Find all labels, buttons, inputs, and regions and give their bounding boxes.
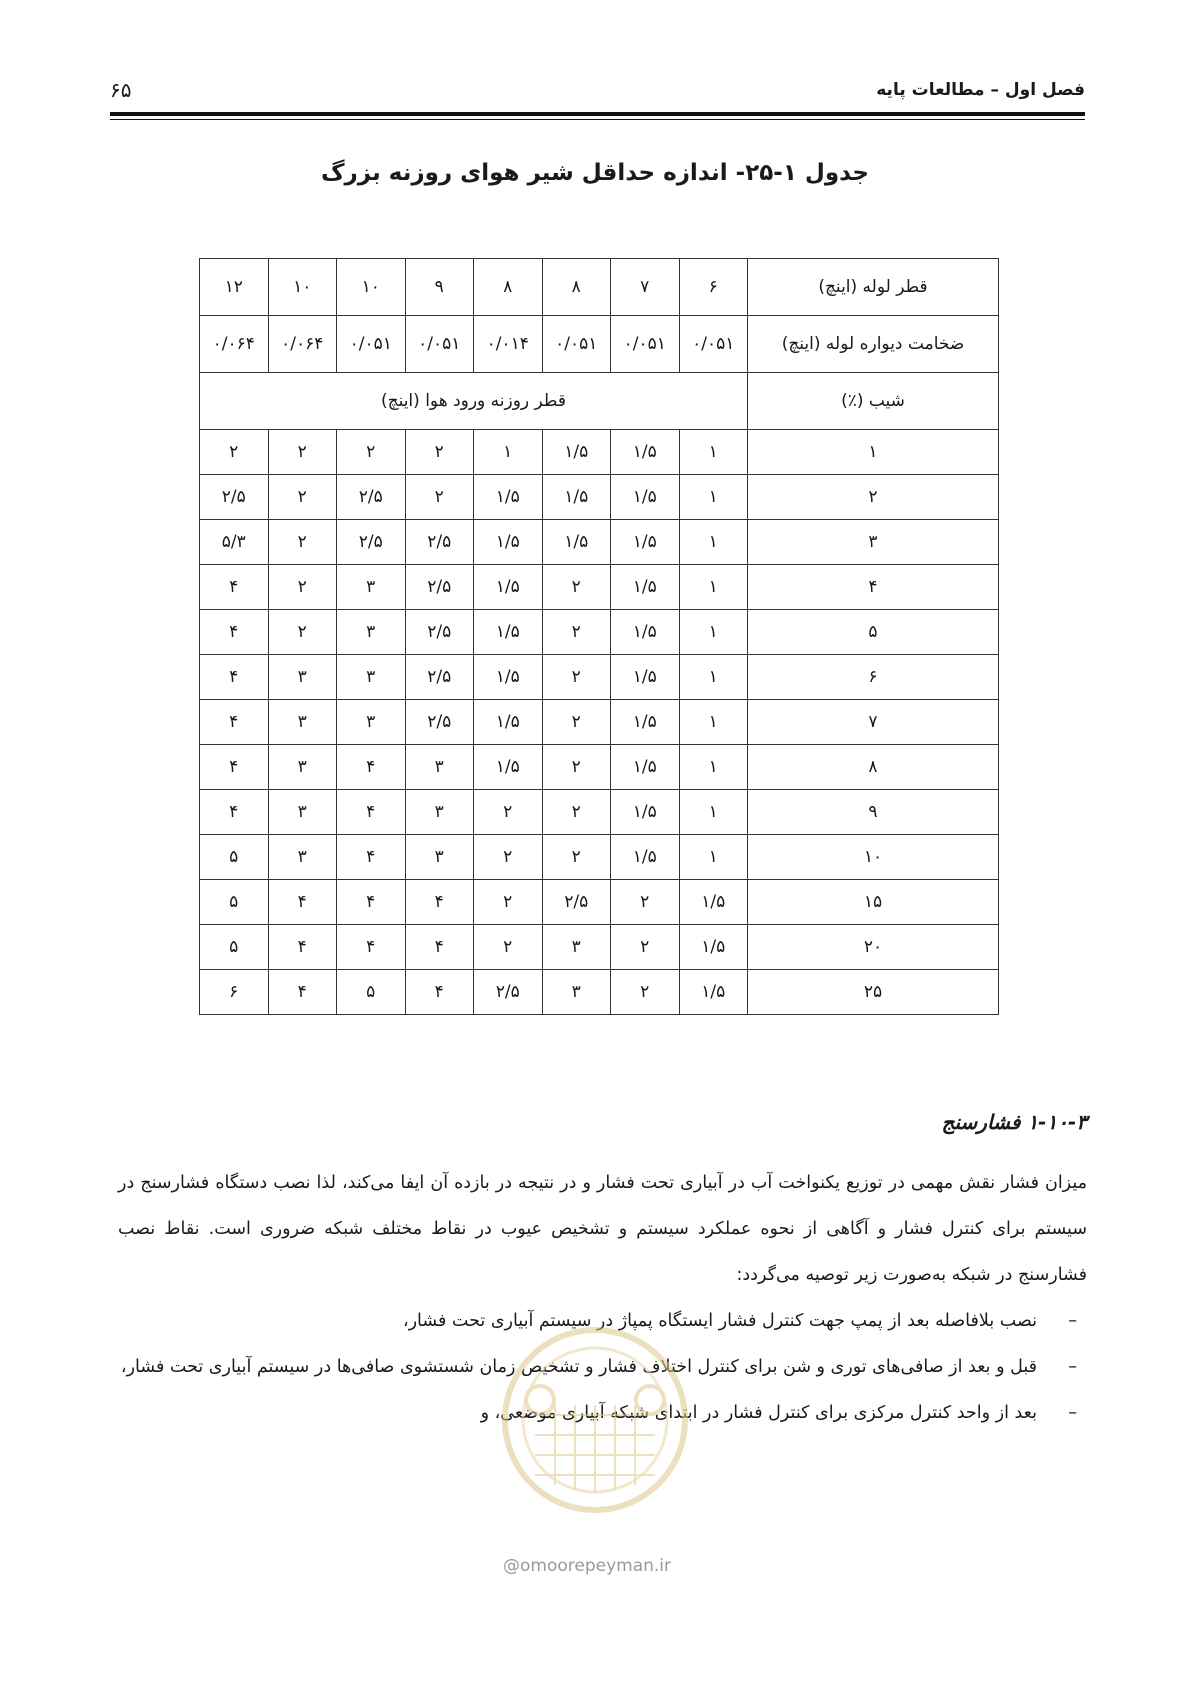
- pipe-diameter-cell: ۱۰: [337, 259, 406, 316]
- table-row: [200, 430, 999, 475]
- pipe-diameter-cell: ۶: [679, 259, 748, 316]
- inlet-diameter-cell: ۲: [268, 610, 337, 655]
- inlet-diameter-cell: ۱/۵: [542, 520, 611, 565]
- inlet-diameter-cell: ۱/۵: [611, 700, 680, 745]
- inlet-diameter-cell: ۴: [337, 790, 406, 835]
- inlet-diameter-cell: ۴: [268, 880, 337, 925]
- inlet-diameter-cell: ۱/۵: [679, 925, 748, 970]
- inlet-diameter-cell: ۲: [268, 520, 337, 565]
- section-paragraph: میزان فشار نقش مهمی در توزیع یکنواخت آب در آبیاری تحت فشار و در نتیجه در بازده آن ایفا می‌کند، لذا نصب دستگاه فشارسنج در سیستم برای کنترل فشار و آگاهی از نحوه عملکرد سیستم و تشخیص عیوب در نقاط مختلف شبکه ضروری است. نقاط نصب فشارسنج در شبکه به‌صورت زیر توصیه می‌گردد:: [118, 1173, 1087, 1285]
- inlet-diameter-cell: ۱: [474, 430, 543, 475]
- inlet-diameter-cell: ۱/۵: [474, 610, 543, 655]
- inlet-diameter-cell: ۵: [200, 835, 269, 880]
- inlet-diameter-cell: ۴: [200, 565, 269, 610]
- page-number: ۶۵: [110, 78, 132, 102]
- wall-thickness-cell: ۰/۰۵۱: [611, 316, 680, 373]
- inlet-diameter-cell: ۴: [337, 835, 406, 880]
- inlet-diameter-cell: ۱/۵: [474, 520, 543, 565]
- inlet-diameter-cell: ۱/۵: [542, 475, 611, 520]
- inlet-diameter-cell: ۲: [268, 430, 337, 475]
- table-title: جدول ۱-۲۵- اندازه حداقل شیر هوای روزنه بزرگ: [321, 160, 869, 186]
- inlet-diameter-cell: ۱/۵: [474, 745, 543, 790]
- slope-cell: ۲۰: [748, 925, 999, 970]
- table-row: [200, 835, 999, 880]
- inlet-diameter-cell: ۱: [679, 700, 748, 745]
- inlet-diameter-cell: ۲/۵: [337, 520, 406, 565]
- inlet-diameter-cell: ۲/۵: [405, 520, 474, 565]
- inlet-diameter-cell: ۱/۵: [611, 520, 680, 565]
- table-row: [200, 520, 999, 565]
- wall-thickness-label: ضخامت دیواره لوله (اینچ): [748, 316, 999, 373]
- inlet-diameter-cell: ۲: [542, 790, 611, 835]
- slope-cell: ۲: [748, 475, 999, 520]
- watermark-logo: [495, 1305, 695, 1575]
- inlet-diameter-cell: ۴: [268, 970, 337, 1015]
- page-header: [110, 74, 1085, 114]
- inlet-diameter-cell: ۲: [405, 430, 474, 475]
- inlet-diameter-cell: ۱: [679, 565, 748, 610]
- chapter-title: فصل اول – مطالعات پایه: [876, 80, 1085, 100]
- inlet-diameter-cell: ۴: [200, 745, 269, 790]
- inlet-diameter-cell: ۳: [268, 790, 337, 835]
- inlet-diameter-cell: ۳: [337, 700, 406, 745]
- table-row: [200, 373, 999, 430]
- bullet-text: بعد از واحد کنترل مرکزی برای کنترل فشار در ابتدای شبکه آبیاری موضعی، و: [480, 1403, 1037, 1423]
- inlet-diameter-cell: ۲: [474, 880, 543, 925]
- wall-thickness-cell: ۰/۰۶۴: [268, 316, 337, 373]
- inlet-diameter-cell: ۴: [337, 925, 406, 970]
- wall-thickness-cell: ۰/۰۵۱: [679, 316, 748, 373]
- inlet-diameter-cell: ۳: [268, 835, 337, 880]
- slope-cell: ۱۰: [748, 835, 999, 880]
- inlet-diameter-cell: ۲: [200, 430, 269, 475]
- inlet-diameter-cell: ۳: [542, 925, 611, 970]
- inlet-diameter-cell: ۳: [268, 745, 337, 790]
- table-row: [200, 700, 999, 745]
- header-rule: [110, 112, 1085, 116]
- pipe-diameter-cell: ۷: [611, 259, 680, 316]
- pipe-diameter-cell: ۱۰: [268, 259, 337, 316]
- slope-label: شیب (٪): [748, 373, 999, 430]
- inlet-diameter-cell: ۳: [268, 700, 337, 745]
- inlet-diameter-cell: ۲: [405, 475, 474, 520]
- inlet-diameter-cell: ۱/۵: [679, 970, 748, 1015]
- inlet-diameter-cell: ۱/۵: [611, 565, 680, 610]
- pipe-diameter-cell: ۹: [405, 259, 474, 316]
- pipe-diameter-cell: ۸: [474, 259, 543, 316]
- inlet-diameter-cell: ۲: [474, 790, 543, 835]
- inlet-diameter-cell: ۴: [405, 925, 474, 970]
- inlet-diameter-cell: ۳: [405, 745, 474, 790]
- inlet-diameter-cell: ۲: [611, 970, 680, 1015]
- inlet-diameter-cell: ۲: [542, 655, 611, 700]
- inlet-diameter-cell: ۱/۵: [474, 475, 543, 520]
- bullet-dash: –: [1068, 1357, 1077, 1377]
- slope-cell: ۷: [748, 700, 999, 745]
- inlet-diameter-cell: ۲/۵: [337, 475, 406, 520]
- inlet-diameter-cell: ۴: [405, 880, 474, 925]
- inlet-diameter-cell: ۳: [337, 610, 406, 655]
- inlet-diameter-cell: ۳: [337, 655, 406, 700]
- inlet-diameter-cell: ۱/۵: [611, 655, 680, 700]
- inlet-diameter-cell: ۲: [611, 925, 680, 970]
- inlet-diameter-cell: ۲: [542, 745, 611, 790]
- inlet-diameter-cell: ۱/۵: [611, 610, 680, 655]
- inlet-diameter-cell: ۱/۵: [611, 745, 680, 790]
- inlet-diameter-cell: ۳: [405, 790, 474, 835]
- table-row: [200, 745, 999, 790]
- inlet-diameter-cell: ۱/۵: [611, 430, 680, 475]
- inlet-diameter-cell: ۴: [200, 790, 269, 835]
- inlet-diameter-cell: ۲: [542, 700, 611, 745]
- table-row: [200, 565, 999, 610]
- inlet-diameter-cell: ۱/۵: [542, 430, 611, 475]
- table-row: [200, 970, 999, 1015]
- slope-cell: ۵: [748, 610, 999, 655]
- section-heading: ۱-۱۰-۳ فشارسنج: [941, 1110, 1087, 1134]
- inlet-diameter-cell: ۱/۵: [679, 880, 748, 925]
- inlet-diameter-cell: ۱/۵: [474, 700, 543, 745]
- header-rule-thin: [110, 119, 1085, 120]
- inlet-diameter-cell: ۲: [474, 835, 543, 880]
- inlet-diameter-cell: ۱: [679, 835, 748, 880]
- pipe-diameter-cell: ۸: [542, 259, 611, 316]
- inlet-diameter-cell: ۶: [200, 970, 269, 1015]
- inlet-diameter-cell: ۱: [679, 430, 748, 475]
- air-valve-table: [199, 258, 999, 1015]
- inlet-diameter-cell: ۳: [542, 970, 611, 1015]
- table-row: [200, 475, 999, 520]
- inlet-diameter-cell: ۴: [337, 745, 406, 790]
- wall-thickness-cell: ۰/۰۵۱: [542, 316, 611, 373]
- inlet-diameter-cell: ۲: [474, 925, 543, 970]
- table-row: [200, 790, 999, 835]
- bullet-dash: –: [1068, 1403, 1077, 1423]
- slope-cell: ۶: [748, 655, 999, 700]
- inlet-diameter-cell: ۲/۵: [405, 655, 474, 700]
- inlet-diameter-cell: ۵/۳: [200, 520, 269, 565]
- inlet-diameter-cell: ۱: [679, 790, 748, 835]
- inlet-diameter-cell: ۲/۵: [200, 475, 269, 520]
- inlet-diameter-cell: ۴: [200, 610, 269, 655]
- table-row: [200, 880, 999, 925]
- wall-thickness-cell: ۰/۰۵۱: [405, 316, 474, 373]
- inlet-diameter-cell: ۲: [542, 565, 611, 610]
- inlet-diameter-cell: ۴: [337, 880, 406, 925]
- inlet-diameter-cell: ۴: [200, 655, 269, 700]
- inlet-diameter-cell: ۱/۵: [474, 565, 543, 610]
- inlet-diameter-cell: ۱/۵: [474, 655, 543, 700]
- slope-cell: ۱: [748, 430, 999, 475]
- inlet-diameter-cell: ۱: [679, 745, 748, 790]
- inlet-diameter-cell: ۲: [268, 565, 337, 610]
- inlet-diameter-cell: ۲: [542, 610, 611, 655]
- table-row: [200, 259, 999, 316]
- inlet-diameter-cell: ۱/۵: [611, 835, 680, 880]
- slope-cell: ۹: [748, 790, 999, 835]
- inlet-diameter-cell: ۴: [200, 700, 269, 745]
- slope-cell: ۳: [748, 520, 999, 565]
- inlet-diameter-cell: ۱: [679, 520, 748, 565]
- inlet-diameter-cell: ۱: [679, 655, 748, 700]
- slope-cell: ۲۵: [748, 970, 999, 1015]
- pipe-diameter-label: قطر لوله (اینچ): [748, 259, 999, 316]
- inlet-diameter-cell: ۴: [268, 925, 337, 970]
- slope-cell: ۸: [748, 745, 999, 790]
- inlet-diameter-cell: ۲/۵: [405, 700, 474, 745]
- inlet-diameter-label: قطر روزنه ورود هوا (اینچ): [200, 373, 748, 430]
- bullet-dash: –: [1068, 1311, 1077, 1331]
- inlet-diameter-cell: ۱: [679, 610, 748, 655]
- inlet-diameter-cell: ۳: [337, 565, 406, 610]
- slope-cell: ۱۵: [748, 880, 999, 925]
- pipe-diameter-cell: ۱۲: [200, 259, 269, 316]
- table-row: [200, 316, 999, 373]
- inlet-diameter-cell: ۲: [268, 475, 337, 520]
- inlet-diameter-cell: ۲: [611, 880, 680, 925]
- bullet-text: قبل و بعد از صافی‌های توری و شن برای کنترل اختلاف فشار و تشخیص زمان شستشوی صافی‌ها در سیستم آبیاری تحت فشار،: [120, 1357, 1037, 1377]
- inlet-diameter-cell: ۲/۵: [542, 880, 611, 925]
- wall-thickness-cell: ۰/۰۶۴: [200, 316, 269, 373]
- inlet-diameter-cell: ۲/۵: [405, 610, 474, 655]
- inlet-diameter-cell: ۵: [337, 970, 406, 1015]
- wall-thickness-cell: ۰/۰۵۱: [337, 316, 406, 373]
- wall-thickness-cell: ۰/۰۱۴: [474, 316, 543, 373]
- inlet-diameter-cell: ۲: [542, 835, 611, 880]
- bullet-text: نصب بلافاصله بعد از پمپ جهت کنترل فشار ایستگاه پمپاژ در سیستم آبیاری تحت فشار،: [402, 1311, 1037, 1331]
- inlet-diameter-cell: ۳: [268, 655, 337, 700]
- inlet-diameter-cell: ۴: [405, 970, 474, 1015]
- inlet-diameter-cell: ۳: [405, 835, 474, 880]
- inlet-diameter-cell: ۲/۵: [405, 565, 474, 610]
- inlet-diameter-cell: ۱/۵: [611, 475, 680, 520]
- table-row: [200, 925, 999, 970]
- table-row: [200, 655, 999, 700]
- table-row: [200, 610, 999, 655]
- inlet-diameter-cell: ۵: [200, 925, 269, 970]
- watermark-text: @omoorepeyman.ir: [503, 1556, 672, 1576]
- slope-cell: ۴: [748, 565, 999, 610]
- inlet-diameter-cell: ۱: [679, 475, 748, 520]
- inlet-diameter-cell: ۱/۵: [611, 790, 680, 835]
- inlet-diameter-cell: ۵: [200, 880, 269, 925]
- inlet-diameter-cell: ۲/۵: [474, 970, 543, 1015]
- inlet-diameter-cell: ۲: [337, 430, 406, 475]
